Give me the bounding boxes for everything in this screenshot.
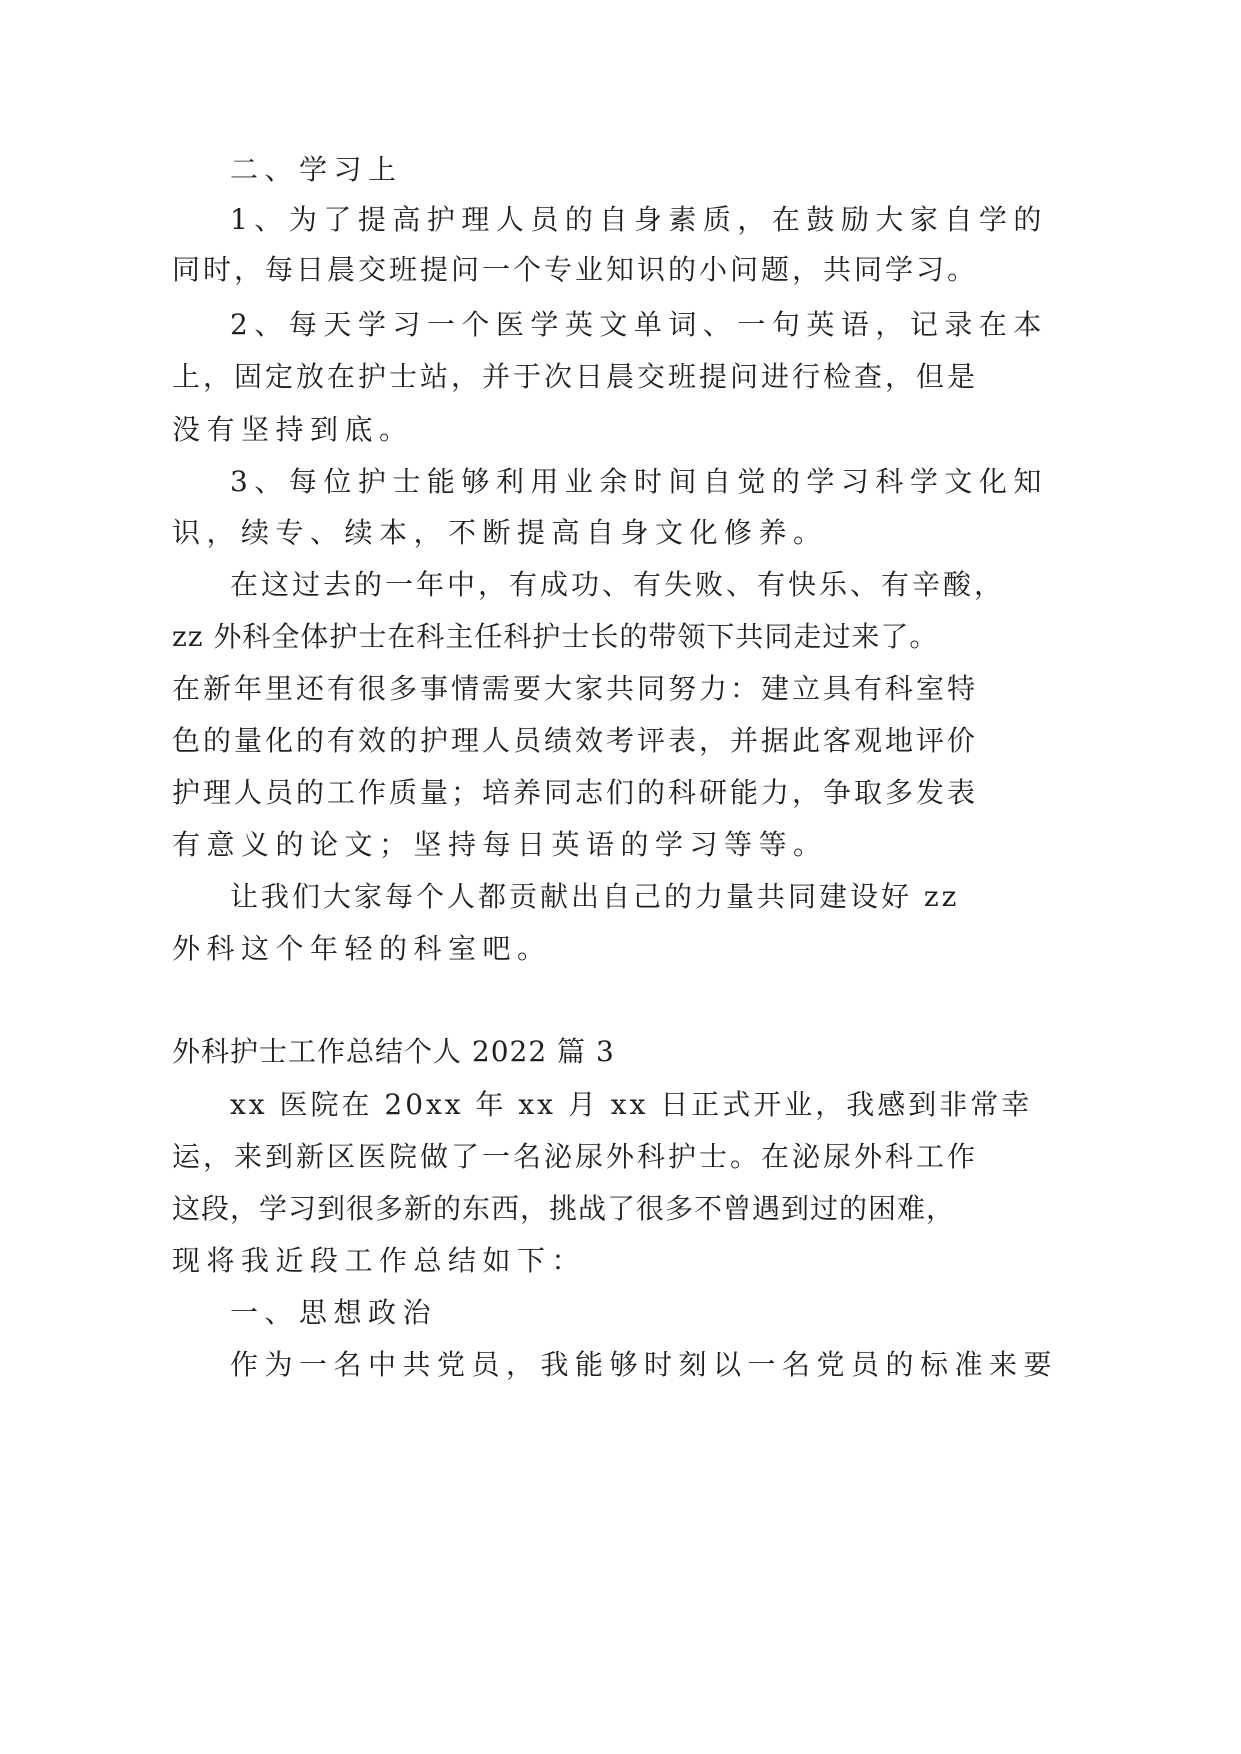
line-text: 识，续专、续本，不断提高自身文化修养。 xyxy=(172,516,828,549)
line-text: 二、学习上 xyxy=(230,153,403,186)
line-text: 1、为了提高护理人员的自身素质，在鼓励大家自学的 xyxy=(230,203,1048,236)
line-text: 上，固定放在护士站，并于次日晨交班提问进行检查，但是 xyxy=(172,360,979,393)
line-text: 色的量化的有效的护理人员绩效考评表，并据此客观地评价 xyxy=(172,724,979,757)
line-text: 现将我近段工作总结如下： xyxy=(172,1244,587,1277)
line-text: xx 医院在 20xx 年 xx 月 xx 日正式开业，我感到非常幸 xyxy=(230,1088,1033,1121)
line-text: 在新年里还有很多事情需要大家共同努力：建立具有科室特 xyxy=(172,672,979,705)
line-text: 没有坚持到底。 xyxy=(172,413,414,446)
line-text: 这段，学习到很多新的东西，挑战了很多不曾遇到过的困难， xyxy=(172,1192,956,1225)
line-text: 护理人员的工作质量；培养同志们的科研能力，争取多发表 xyxy=(172,776,979,809)
line-text: 外科这个年轻的科室吧。 xyxy=(172,932,552,965)
line-text: 3、每位护士能够利用业余时间自觉的学习科学文化知 xyxy=(230,465,1048,498)
line-text: 运，来到新区医院做了一名泌尿外科护士。在泌尿外科工作 xyxy=(172,1140,979,1173)
line-text: zz 外科全体护士在科主任科护士长的带领下共同走过来了。 xyxy=(172,620,939,653)
line-text: 在这过去的一年中，有成功、有失败、有快乐、有辛酸， xyxy=(230,568,1006,601)
line-text: 一、思想政治 xyxy=(230,1296,438,1329)
line-text: 有意义的论文；坚持每日英语的学习等等。 xyxy=(172,828,828,861)
line-text: 同时，每日晨交班提问一个专业知识的小问题，共同学习。 xyxy=(172,253,979,286)
line-text: 作为一名中共党员，我能够时刻以一名党员的标准来要 xyxy=(230,1348,1059,1381)
line-text: 2、每天学习一个医学英文单词、一句英语，记录在本 xyxy=(230,308,1048,341)
line-text: 让我们大家每个人都贡献出自己的力量共同建设好 zz xyxy=(230,880,960,913)
line-text: 外科护士工作总结个人 2022 篇 3 xyxy=(172,1035,615,1068)
